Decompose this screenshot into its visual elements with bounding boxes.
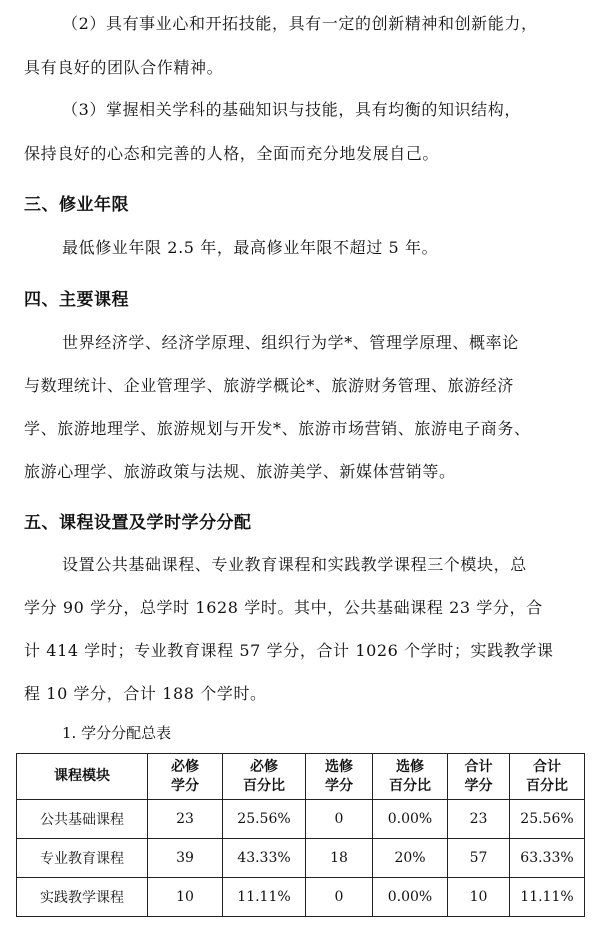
- section-3-heading: 三、修业年限: [24, 195, 129, 215]
- cell-required-credits: 10: [148, 878, 223, 917]
- paragraph-2-line-1: （2）具有事业心和开拓技能，具有一定的创新精神和创新能力，: [62, 14, 538, 33]
- paragraph-3-line-2: 保持良好的心态和完善的人格，全面而充分地发展自己。: [24, 144, 440, 163]
- table-row: [17, 800, 585, 839]
- header-total-percent: 合计 百分比: [510, 754, 585, 800]
- cell-required-credits: 39: [148, 839, 223, 878]
- section-5-line-1: 设置公共基础课程、专业教育课程和实践教学课程三个模块，总: [62, 555, 527, 574]
- section-5-heading: 五、课程设置及学时学分分配: [24, 513, 252, 533]
- header-elective-credits: 选修 学分: [306, 754, 373, 800]
- section-4-line-1: 世界经济学、经济学原理、组织行为学*、管理学原理、概率论: [62, 333, 519, 352]
- header-module: 课程模块: [17, 754, 148, 800]
- section-4-heading: 四、主要课程: [24, 290, 129, 310]
- header-required-credits: 必修 学分: [148, 754, 223, 800]
- table-row: [17, 839, 585, 878]
- cell-elective-credits: 18: [306, 839, 373, 878]
- cell-module: 公共基础课程: [17, 800, 148, 839]
- cell-module: 专业教育课程: [17, 839, 148, 878]
- cell-total-percent: 25.56%: [510, 800, 585, 839]
- credit-distribution-table: [16, 753, 585, 917]
- section-5-line-2: 学分 90 学分，总学时 1628 学时。其中，公共基础课程 23 学分，合: [24, 598, 543, 617]
- section-5-line-4: 程 10 学分，合计 188 个学时。: [24, 684, 267, 703]
- section-3-text: 最低修业年限 2.5 年，最高修业年限不超过 5 年。: [62, 238, 439, 257]
- cell-elective-credits: 0: [306, 800, 373, 839]
- cell-required-credits: 23: [148, 800, 223, 839]
- cell-total-credits: 57: [448, 839, 510, 878]
- header-required-percent: 必修 百分比: [223, 754, 306, 800]
- section-4-line-2: 与数理统计、企业管理学、旅游学概论*、旅游财务管理、旅游经济: [24, 376, 515, 395]
- cell-module: 实践教学课程: [17, 878, 148, 917]
- cell-total-percent: 11.11%: [510, 878, 585, 917]
- section-4-line-3: 学、旅游地理学、旅游规划与开发*、旅游市场营销、旅游电子商务、: [24, 419, 531, 438]
- cell-elective-credits: 0: [306, 878, 373, 917]
- paragraph-2-line-2: 具有良好的团队合作精神。: [24, 58, 224, 77]
- header-total-credits: 合计 学分: [448, 754, 510, 800]
- cell-total-credits: 10: [448, 878, 510, 917]
- paragraph-3-line-1: （3）掌握相关学科的基础知识与技能，具有均衡的知识结构，: [62, 100, 521, 119]
- cell-required-percent: 25.56%: [223, 800, 306, 839]
- section-4-line-4: 旅游心理学、旅游政策与法规、旅游美学、新媒体营销等。: [24, 462, 456, 481]
- cell-required-percent: 43.33%: [223, 839, 306, 878]
- cell-required-percent: 11.11%: [223, 878, 306, 917]
- cell-total-credits: 23: [448, 800, 510, 839]
- cell-elective-percent: 20%: [373, 839, 448, 878]
- cell-elective-percent: 0.00%: [373, 878, 448, 917]
- header-elective-percent: 选修 百分比: [373, 754, 448, 800]
- section-5-line-3: 计 414 学时；专业教育课程 57 学分，合计 1026 个学时；实践教学课: [24, 641, 554, 660]
- table-row: [17, 878, 585, 917]
- cell-elective-percent: 0.00%: [373, 800, 448, 839]
- table-caption: 1. 学分分配总表: [62, 724, 172, 742]
- table-header-row: [17, 754, 585, 800]
- cell-total-percent: 63.33%: [510, 839, 585, 878]
